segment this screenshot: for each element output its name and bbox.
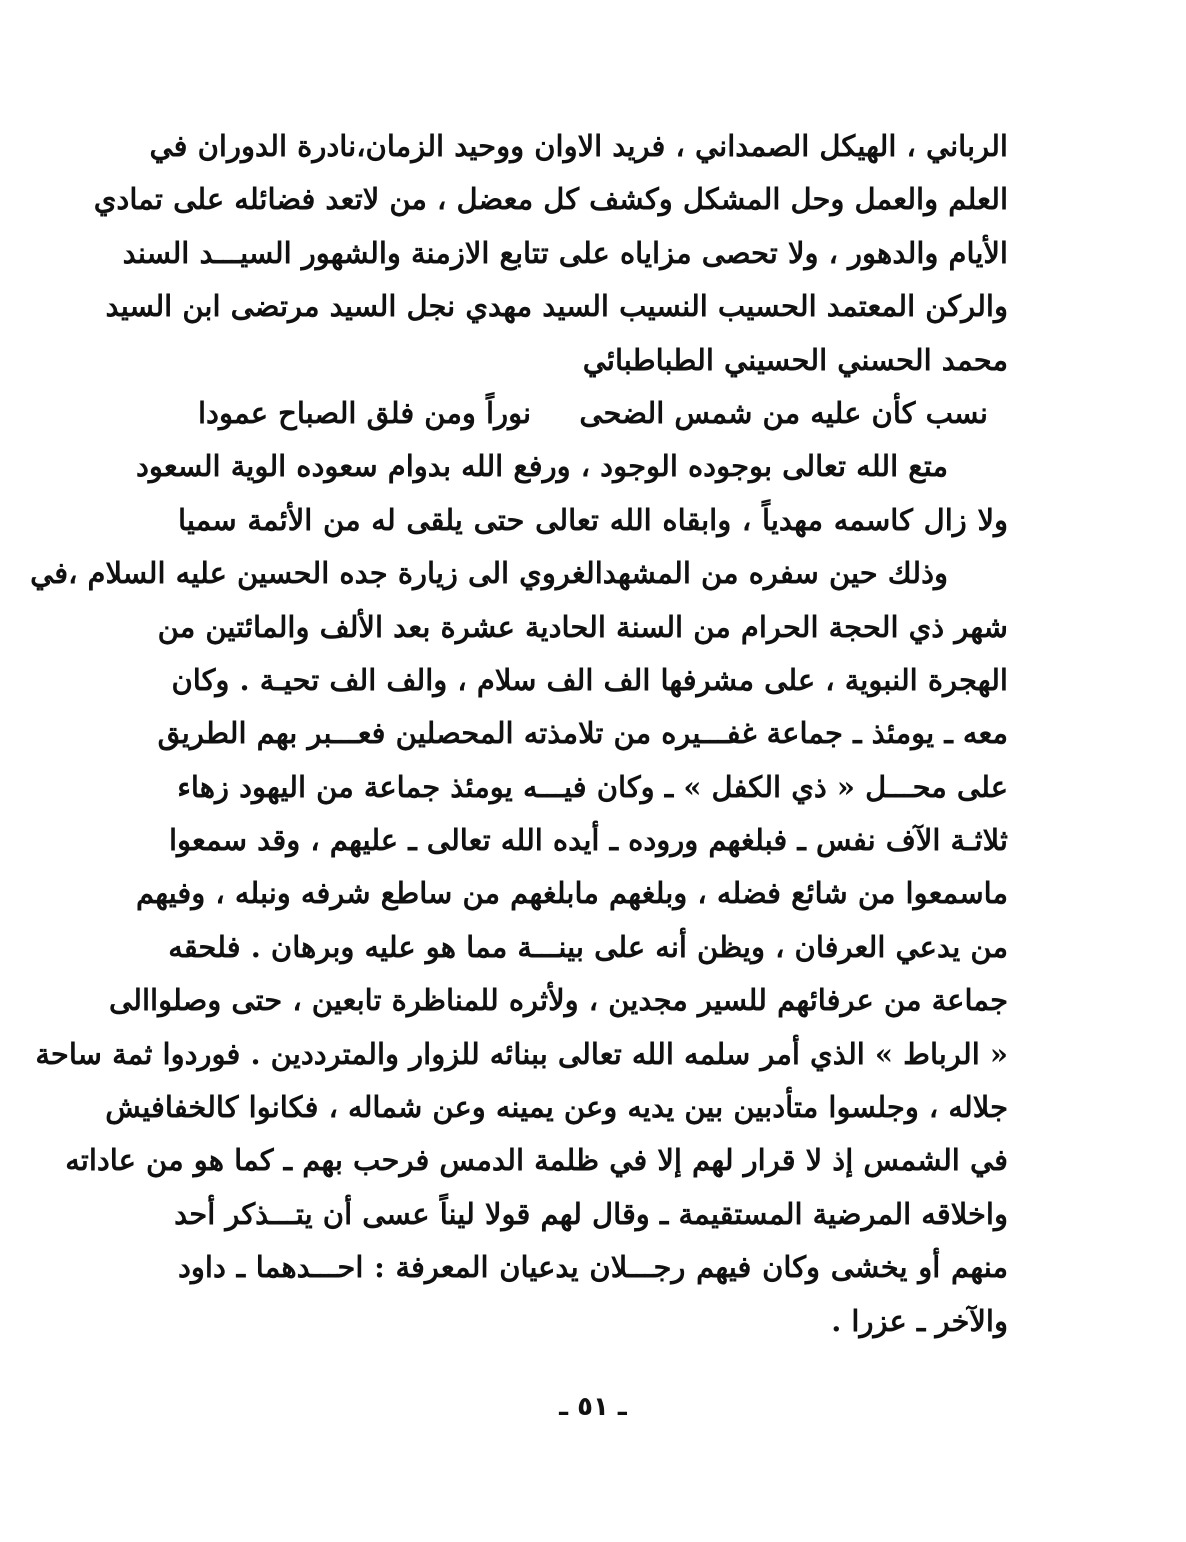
text-line: متع الله تعالى بوجوده الوجود ، ورفع الله بدوام سعوده الوية السعود [135,449,948,484]
text-line: ثلاثـة الآف نفس ـ فبلغهم وروده ـ أيده الله تعالى ـ عليهم ، وقد سمعوا [168,823,1008,858]
page-number: ـ ٥١ ـ [559,1392,627,1422]
text-line: الهجرة النبوية ، على مشرفها الف الف سلام ، والف الف تحيـة . وكان [171,662,1008,697]
text-line: جماعة من عرفائهم للسير مجدين ، ولأثره للمناظرة تابعين ، حتى وصلواالى [108,983,1008,1018]
text-line: ولا زال كاسمه مهدياً ، وابقاه الله تعالى حتى يلقى له من الأئمة سميا [178,502,1008,537]
page-text-block [30,120,1008,1348]
text-line: وذلك حين سفره من المشهدالغروي الى زيارة جده الحسين عليه السلام ،في [30,556,948,591]
text-line: معه ـ يومئذ ـ جماعة غفـــيره من تلامذته المحصلين فعـــبر بهم الطريق [157,716,1008,751]
text-line: شهر ذي الحجة الحرام من السنة الحادية عشرة بعد الألف والمائتين من [157,609,1008,644]
text-line: العلم والعمل وحل المشكل وكشف كل معضل ، من لاتعد فضائله على تمادي [93,182,1008,217]
verse-first-hemistich: نسب كأن عليه من شمس الضحى [579,395,988,430]
text-line: منهم أو يخشى وكان فيهم رجـــلان يدعيان المعرفة : احـــدهما ـ داود [178,1250,1008,1285]
text-line: والركن المعتمد الحسيب النسيب السيد مهدي نجل السيد مرتضى ابن السيد [105,289,1008,324]
text-line: واخلاقه المرضية المستقيمة ـ وقال لهم قولا ليناً عسى أن يتـــذكر أحد [174,1196,1008,1231]
text-line: جلاله ، وجلسوا متأدبين بين يديه وعن يمينه وعن شماله ، فكانوا كالخفافيش [105,1090,1008,1125]
text-line: في الشمس إذ لا قرار لهم إلا في ظلمة الدمس فرحب بهم ـ كما هو من عاداته [65,1143,1008,1178]
text-line: « الرباط » الذي أمر سلمه الله تعالى ببنائه للزوار والمترددين . فوردوا ثمة ساحة [35,1036,1008,1071]
text-line: الرباني ، الهيكل الصمداني ، فريد الاوان ووحيد الزمان،نادرة الدوران في [149,129,1008,163]
verse-second-hemistich: نوراً ومن فلق الصباح عمودا [198,395,532,430]
text-line: ماسمعوا من شائع فضله ، وبلغهم مابلغهم من ساطع شرفه ونبله ، وفيهم [135,876,1008,911]
text-line: محمد الحسني الحسيني الطباطبائي [582,342,1008,377]
poetry-verse [178,387,1008,440]
text-line: والآخر ـ عزرا . [831,1303,1008,1338]
text-line: الأيام والدهور ، ولا تحصى مزاياه على تتابع الازمنة والشهور السيـــد السند [122,235,1008,270]
text-line: على محـــل « ذي الكفل » ـ وكان فيـــه يومئذ جماعة من اليهود زهاء [177,769,1008,804]
text-line: من يدعي العرفان ، ويظن أنه على بينـــة مما هو عليه وبرهان . فلحقه [168,929,1008,964]
